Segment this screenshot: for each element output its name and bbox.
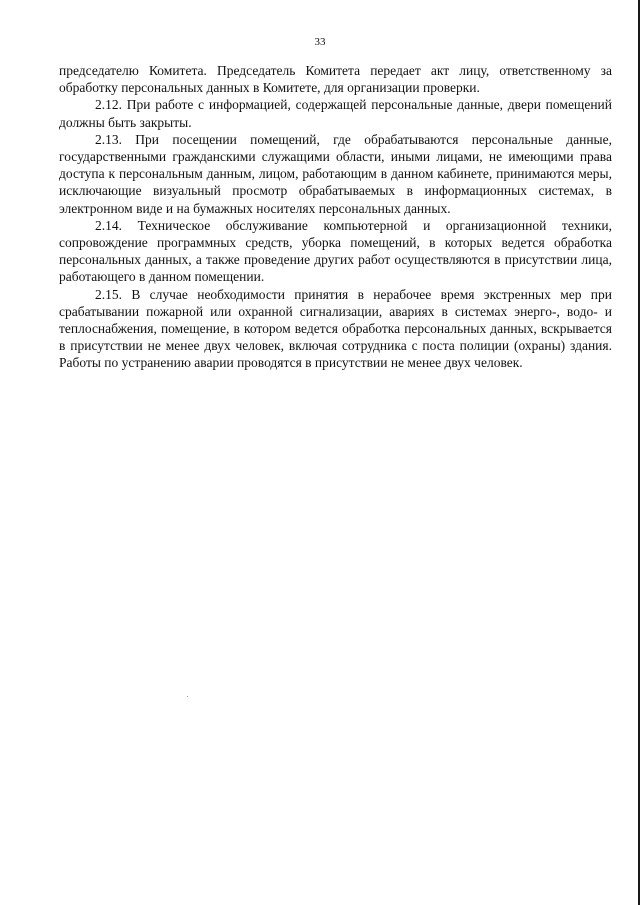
paragraph-2-12: 2.12. При работе с информацией, содержащей персональные данные, двери помещений должны быть закрыты. — [59, 97, 612, 130]
paragraph-2-14: 2.14. Техническое обслуживание компьютерной и организационной техники, сопровождение программных средств, уборка помещений, в которых ведется обработка персональных данных, а также проведение других работ осуществляются в присутствии лица, работающего в данном помещении. — [59, 217, 612, 285]
document-body — [59, 62, 612, 372]
scan-speck — [187, 696, 188, 697]
page-number: 33 — [314, 36, 326, 48]
paragraph-2-13: 2.13. При посещении помещений, где обрабатываются персональные данные, государственными гражданскими служащими области, иными лицами, не имеющими права доступа к персональным данным, лицом, работающим в данном кабинете, принимаются меры, исключающие визуальный просмотр обрабатываемых в информационных системах, в электронном виде и на бумажных носителях персональных данных. — [59, 131, 612, 216]
paragraph-continuation: председателю Комитета. Председатель Комитета передает акт лицу, ответственному за обработку персональных данных в Комитете, для организации проверки. — [59, 63, 612, 96]
paragraph-2-15: 2.15. В случае необходимости принятия в нерабочее время экстренных мер при срабатывании пожарной или охранной сигнализации, авариях в системах энерго-, водо- и теплоснабжения, помещение, в котором ведется обработка персональных данных, вскрывается в присутствии не менее двух человек, включая сотрудника с поста полиции (охраны) здания. Работы по устранению аварии проводятся в присутствии не менее двух человек. — [59, 286, 612, 371]
